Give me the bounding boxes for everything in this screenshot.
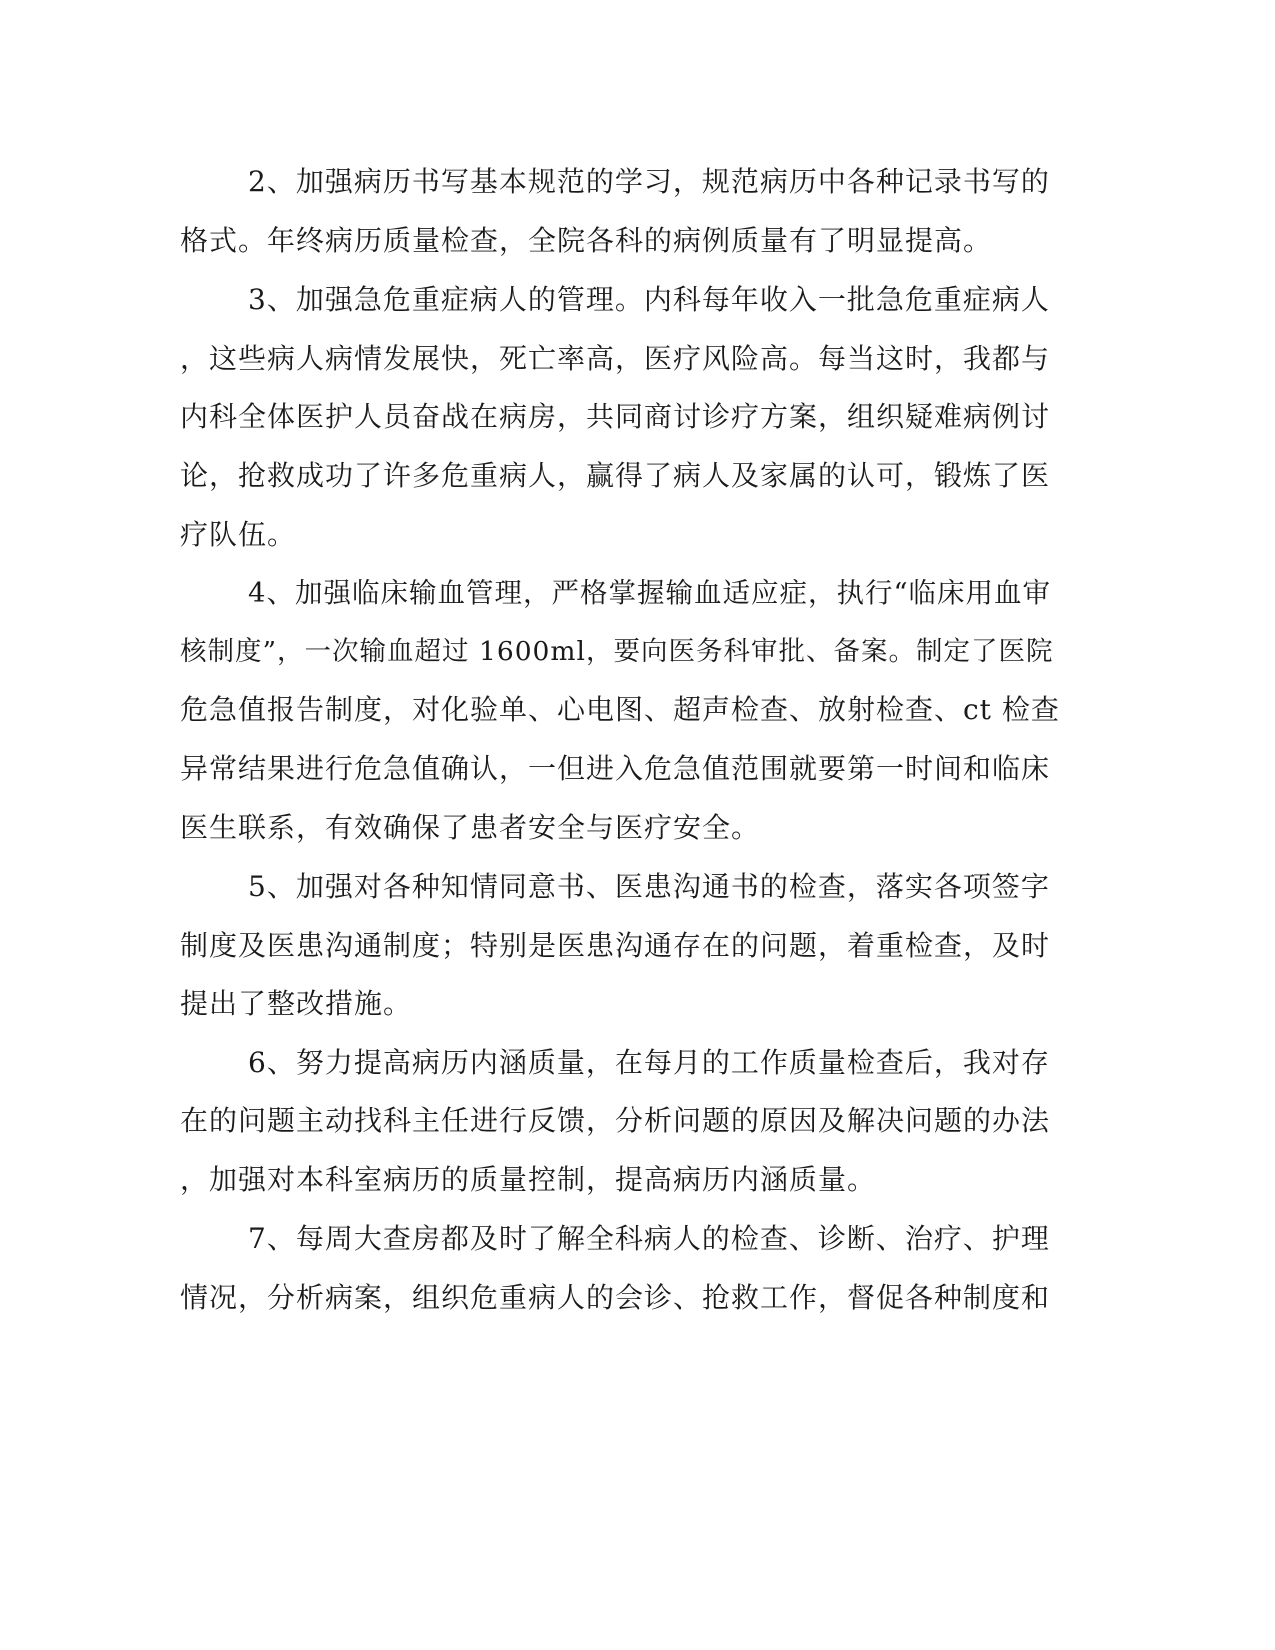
text-line: 疗队伍。 (180, 518, 297, 551)
text-line: 异常结果进行危急值确认，一但进入危急值范围就要第一时间和临床 (180, 752, 1051, 785)
text-line: 情况，分析病案，组织危重病人的会诊、抢救工作，督促各种制度和 (180, 1281, 1051, 1314)
text-line: ，这些病人病情发展快，死亡率高，医疗风险高。每当这时，我都与 (180, 342, 1051, 375)
text-line: 制度及医患沟通制度；特别是医患沟通存在的问题，着重检查，及时 (180, 929, 1051, 962)
text-line: 3、加强急危重症病人的管理。内科每年收入一批急危重症病人 (248, 283, 1050, 316)
text-line: 危急值报告制度，对化验单、心电图、超声检查、放射检查、ct 检查 (180, 693, 1060, 726)
text-line: 格式。年终病历质量检查，全院各科的病例质量有了明显提高。 (180, 224, 993, 257)
text-line: 5、加强对各种知情同意书、医患沟通书的检查，落实各项签字 (248, 870, 1050, 903)
text-line: 在的问题主动找科主任进行反馈，分析问题的原因及解决问题的办法 (180, 1104, 1051, 1137)
text-line: 提出了整改措施。 (180, 987, 413, 1020)
text-line: 内科全体医护人员奋战在病房，共同商讨诊疗方案，组织疑难病例讨 (180, 400, 1051, 433)
text-line: 7、每周大查房都及时了解全科病人的检查、诊断、治疗、护理 (248, 1222, 1050, 1255)
text-line: 论，抢救成功了许多危重病人，赢得了病人及家属的认可，锻炼了医 (180, 459, 1051, 492)
text-line: ，加强对本科室病历的质量控制，提高病历内涵质量。 (180, 1163, 877, 1196)
text-line: 4、加强临床输血管理，严格掌握输血适应症，执行“临床用血审 (248, 577, 1052, 609)
text-line: 医生联系，有效确保了患者安全与医疗安全。 (180, 811, 761, 844)
text-line: 2、加强病历书写基本规范的学习，规范病历中各种记录书写的 (248, 165, 1050, 198)
text-line: 6、努力提高病历内涵质量，在每月的工作质量检查后，我对存 (248, 1046, 1050, 1079)
text-line: 核制度”，一次输血超过 1600ml，要向医务科审批、备案。制定了医院 (180, 636, 1054, 667)
